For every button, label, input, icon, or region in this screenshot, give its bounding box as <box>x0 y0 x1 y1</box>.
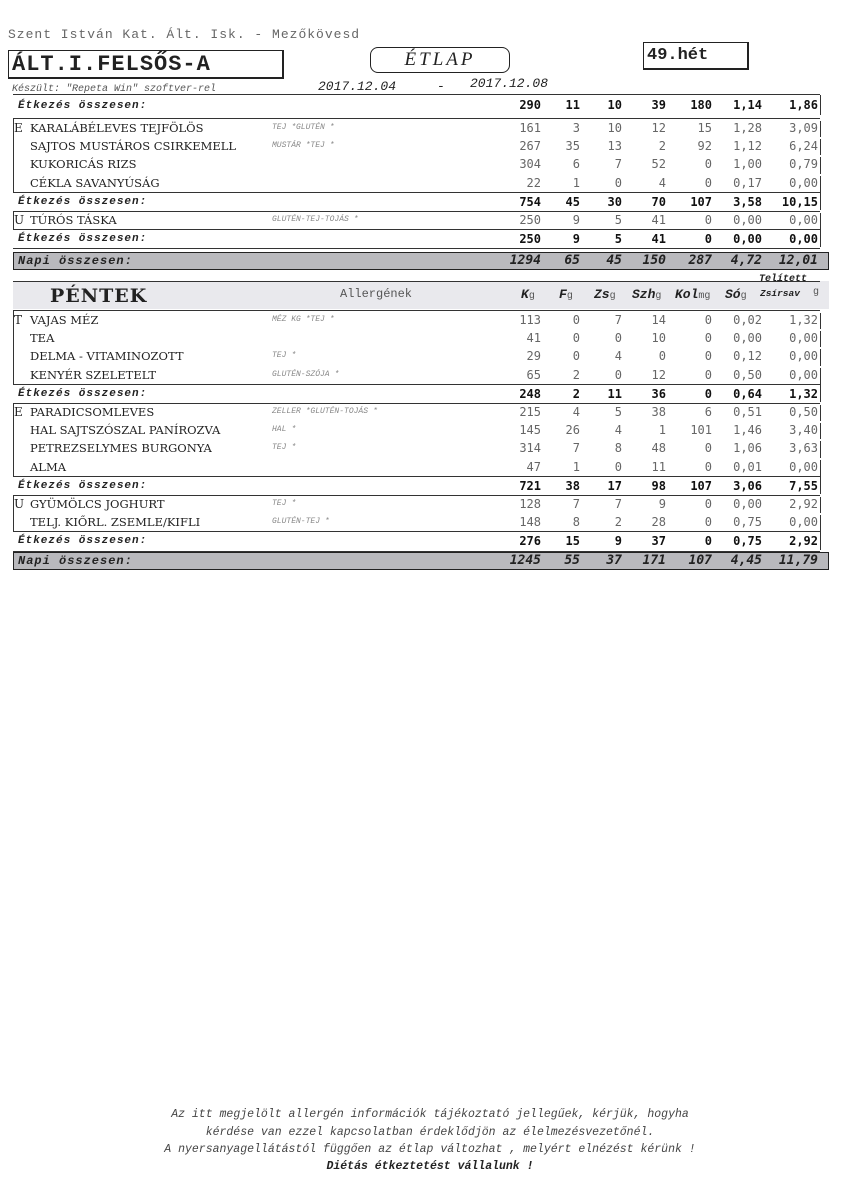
daily-total-value: 45 <box>606 253 622 269</box>
value-cell: 14 <box>651 313 666 327</box>
food-name: TEA <box>30 331 55 346</box>
daily-total-label: Napi összesen: <box>18 553 133 568</box>
value-cell: 7 <box>614 313 622 327</box>
daily-total-value: 4,45 <box>730 552 762 568</box>
footer-line-2: kérdése van ezzel kapcsolatban érdeklődjön az élelmezésvezetőnél. <box>205 1126 655 1139</box>
daily-total-value: 37 <box>606 552 622 568</box>
daily-total-value: 12,01 <box>778 253 818 269</box>
value-cell: 4 <box>614 423 622 438</box>
food-name: KUKORICÁS RIZS <box>30 157 137 172</box>
value-cell: 0,00 <box>789 349 818 364</box>
daily-total-value: 65 <box>564 253 580 269</box>
meal-total-label: Étkezés összesen: <box>18 535 148 548</box>
daily-total-label: Napi összesen: <box>18 254 133 269</box>
value-cell: 0,01 <box>733 459 762 474</box>
date-separator: - <box>437 79 445 94</box>
value-cell: 13 <box>607 139 622 154</box>
value-cell: 314 <box>519 441 541 456</box>
meal-code: U <box>14 213 25 227</box>
value-cell: 10 <box>607 98 622 112</box>
value-cell: 41 <box>651 213 666 227</box>
row-border <box>820 515 821 531</box>
value-cell: 0 <box>704 515 712 530</box>
value-cell: 38 <box>651 405 666 419</box>
value-cell: 7 <box>614 157 622 172</box>
column-name: Só <box>725 287 741 302</box>
value-cell: 3,40 <box>789 423 818 438</box>
value-cell: 0 <box>614 459 622 474</box>
meal-total-label: Étkezés összesen: <box>18 233 148 246</box>
column-header-line1: Telített <box>759 274 808 285</box>
value-cell: 8 <box>572 515 580 530</box>
row-border <box>820 95 821 115</box>
row-border <box>820 313 821 329</box>
value-cell: 3 <box>572 121 580 135</box>
footer-line-1: Az itt megjelölt allergén információk tájékoztató jellegűek, kérjük, hogyha <box>171 1108 689 1121</box>
column-header <box>594 287 616 302</box>
daily-total-value: 107 <box>688 552 712 568</box>
column-name: Szh <box>632 287 656 302</box>
value-cell: 1,46 <box>733 423 762 438</box>
daily-total-value: 1245 <box>509 552 541 568</box>
value-cell: 250 <box>519 213 541 227</box>
value-cell: 0 <box>704 175 712 190</box>
value-cell: 5 <box>614 213 622 227</box>
value-cell: 128 <box>519 497 541 511</box>
column-name: Kol <box>675 287 699 302</box>
column-name: F <box>559 287 567 302</box>
value-cell: 0 <box>704 459 712 474</box>
meal-total-label: Étkezés összesen: <box>18 479 148 492</box>
value-cell: 12 <box>651 367 666 382</box>
value-cell: 4 <box>572 405 580 419</box>
value-cell: 0 <box>572 349 580 364</box>
value-cell: 35 <box>565 139 580 154</box>
value-cell: 17 <box>607 478 622 493</box>
allergens-header: Allergének <box>340 287 413 301</box>
food-name: DELMA - VITAMINOZOTT <box>30 349 184 364</box>
value-cell: 0 <box>704 441 712 456</box>
day-name: PÉNTEK <box>50 285 148 307</box>
value-cell: 1 <box>572 175 580 190</box>
value-cell: 0 <box>704 367 712 382</box>
row-border <box>820 229 821 247</box>
value-cell: 1,86 <box>789 98 818 112</box>
value-cell: 41 <box>651 232 666 247</box>
value-cell: 9 <box>614 534 622 549</box>
value-cell: 0,50 <box>733 367 762 382</box>
value-cell: 267 <box>519 139 541 154</box>
value-cell: 0 <box>614 175 622 190</box>
column-unit: mg <box>698 291 711 302</box>
value-cell: 2,92 <box>789 534 818 549</box>
allergen-info: MUSTÁR *TEJ * <box>272 141 335 151</box>
value-cell: 0,00 <box>789 232 818 247</box>
value-cell: 29 <box>526 349 541 364</box>
value-cell: 9 <box>572 232 580 247</box>
value-cell: 11 <box>607 386 622 401</box>
value-cell: 22 <box>526 175 541 190</box>
value-cell: 4 <box>614 349 622 364</box>
value-cell: 1,32 <box>789 386 818 401</box>
value-cell: 161 <box>519 121 541 135</box>
allergen-info: MÉZ KG *TEJ * <box>272 315 335 324</box>
food-name: TELJ. KIŐRL. ZSEMLE/KIFLI <box>30 515 201 530</box>
row-border <box>820 368 821 384</box>
value-cell: 4 <box>658 175 666 190</box>
value-cell: 0,75 <box>733 534 762 549</box>
value-cell: 0,17 <box>733 175 762 190</box>
daily-total-value: 287 <box>688 253 712 269</box>
value-cell: 52 <box>651 157 666 172</box>
value-cell: 0 <box>614 331 622 346</box>
value-cell: 3,06 <box>733 478 762 493</box>
value-cell: 2 <box>572 386 580 401</box>
value-cell: 0,51 <box>733 405 762 419</box>
daily-total-value: 171 <box>642 552 666 568</box>
value-cell: 0,12 <box>733 349 762 364</box>
value-cell: 0,00 <box>733 232 762 247</box>
value-cell: 1 <box>572 459 580 474</box>
footer-line-3: A nyersanyagellátástól függően az étlap változhat , melyért elnézést kérünk ! <box>164 1143 696 1156</box>
value-cell: 37 <box>651 534 666 549</box>
allergen-info: TEJ * <box>272 499 297 508</box>
meal-code: T <box>14 313 23 327</box>
meal-total-label: Étkezés összesen: <box>18 195 148 208</box>
value-cell: 276 <box>519 534 541 549</box>
food-name: TÚRÓS TÁSKA <box>30 213 117 227</box>
food-name: HAL SAJTSZÓSZAL PANÍROZVA <box>30 423 221 438</box>
value-cell: 11 <box>651 459 666 474</box>
value-cell: 754 <box>519 194 541 209</box>
allergen-info: TEJ *GLUTÉN * <box>272 123 335 132</box>
daily-total-value: 4,72 <box>730 253 762 269</box>
value-cell: 12 <box>651 121 666 135</box>
row-border <box>820 213 821 229</box>
value-cell: 113 <box>519 313 541 327</box>
value-cell: 0 <box>614 367 622 382</box>
row-border <box>820 531 821 549</box>
week-number: 49.hét <box>643 42 749 70</box>
value-cell: 7 <box>572 497 580 511</box>
meal-code: E <box>14 121 23 135</box>
column-header <box>632 287 661 302</box>
daily-total-value: 1294 <box>509 253 541 269</box>
value-cell: 0 <box>704 386 712 401</box>
value-cell: 6,24 <box>789 139 818 154</box>
value-cell: 107 <box>690 194 712 209</box>
value-cell: 3,58 <box>733 194 762 209</box>
daily-total-value: 55 <box>564 552 580 568</box>
value-cell: 2 <box>614 515 622 530</box>
value-cell: 2,92 <box>789 497 818 511</box>
value-cell: 0 <box>704 349 712 364</box>
value-cell: 38 <box>565 478 580 493</box>
value-cell: 1,14 <box>733 98 762 112</box>
column-name: K <box>521 287 529 302</box>
top-rule <box>13 94 820 95</box>
value-cell: 0,02 <box>733 313 762 327</box>
value-cell: 248 <box>519 386 541 401</box>
value-cell: 0 <box>704 313 712 327</box>
row-border <box>820 441 821 457</box>
daily-total-value: 150 <box>642 253 666 269</box>
column-header <box>675 287 710 302</box>
software-note: Készült: "Repeta Win" szoftver-rel <box>12 84 217 95</box>
food-name: PARADICSOMLEVES <box>30 405 155 419</box>
value-cell: 0,64 <box>733 386 762 401</box>
allergen-info: GLUTÉN-TEJ-TOJÁS * <box>272 215 359 224</box>
food-name: CÉKLA SAVANYÚSÁG <box>30 175 160 190</box>
column-name: Zs <box>594 287 610 302</box>
food-name: KARALÁBÉLEVES TEJFÖLÖS <box>30 121 204 135</box>
class-name: ÁLT.I.FELSŐS-A <box>8 50 284 79</box>
value-cell: 145 <box>519 423 541 438</box>
value-cell: 5 <box>614 405 622 419</box>
meal-code: U <box>14 497 25 511</box>
meal-total-label: Étkezés összesen: <box>18 100 148 112</box>
value-cell: 0,00 <box>789 331 818 346</box>
value-cell: 0,00 <box>789 459 818 474</box>
food-name: GYÜMÖLCS JOGHURT <box>30 497 165 511</box>
value-cell: 148 <box>519 515 541 530</box>
column-unit: g <box>740 291 747 302</box>
column-unit: g <box>655 291 662 302</box>
value-cell: 70 <box>651 194 666 209</box>
value-cell: 1,00 <box>733 157 762 172</box>
row-border <box>820 349 821 365</box>
value-cell: 36 <box>651 386 666 401</box>
food-name: SAJTOS MUSTÁROS CSIRKEMELL <box>30 139 237 154</box>
allergen-info: GLUTÉN-TEJ * <box>272 517 330 527</box>
value-cell: 30 <box>607 194 622 209</box>
value-cell: 98 <box>651 478 666 493</box>
row-border <box>820 139 821 155</box>
value-cell: 8 <box>614 441 622 456</box>
value-cell: 0 <box>704 331 712 346</box>
value-cell: 0 <box>704 534 712 549</box>
allergen-info: GLUTÉN-SZÓJA * <box>272 369 340 379</box>
value-cell: 0,00 <box>733 497 762 511</box>
row-border <box>820 460 821 476</box>
value-cell: 215 <box>519 405 541 419</box>
value-cell: 180 <box>690 98 712 112</box>
row-border <box>820 497 821 513</box>
row-border <box>820 331 821 347</box>
row-border <box>820 405 821 421</box>
value-cell: 15 <box>565 534 580 549</box>
school-name: Szent István Kat. Ált. Isk. - Mezőkövesd <box>8 27 361 42</box>
value-cell: 0 <box>704 157 712 172</box>
value-cell: 1,12 <box>733 139 762 154</box>
row-border <box>820 176 821 192</box>
value-cell: 0 <box>572 313 580 327</box>
value-cell: 15 <box>697 121 712 135</box>
value-cell: 0 <box>658 349 666 364</box>
value-cell: 5 <box>614 232 622 247</box>
value-cell: 0,50 <box>789 405 818 419</box>
value-cell: 721 <box>519 478 541 493</box>
value-cell: 3,63 <box>789 441 818 456</box>
value-cell: 9 <box>572 213 580 227</box>
allergen-info: HAL * <box>272 425 297 435</box>
row-border <box>820 384 821 402</box>
value-cell: 47 <box>526 459 541 474</box>
value-cell: 6 <box>572 157 580 172</box>
value-cell: 1,28 <box>733 121 762 135</box>
column-header-line2: Zsírsav <box>760 288 800 299</box>
column-header <box>521 287 535 302</box>
value-cell: 0,00 <box>789 213 818 227</box>
daily-total-value: 11,79 <box>778 552 818 568</box>
value-cell: 7,55 <box>789 478 818 493</box>
value-cell: 1,06 <box>733 441 762 456</box>
value-cell: 304 <box>519 157 541 172</box>
column-header <box>725 287 747 302</box>
value-cell: 6 <box>704 405 712 419</box>
value-cell: 101 <box>690 423 712 438</box>
value-cell: 1,32 <box>789 313 818 327</box>
value-cell: 0,00 <box>733 213 762 227</box>
value-cell: 92 <box>697 139 712 154</box>
column-header-unit: g <box>813 287 820 298</box>
value-cell: 39 <box>651 98 666 112</box>
row-border <box>820 192 821 210</box>
row-border <box>820 476 821 494</box>
menu-title: ÉTLAP <box>370 47 510 73</box>
value-cell: 9 <box>658 497 666 511</box>
value-cell: 107 <box>690 478 712 493</box>
value-cell: 250 <box>519 232 541 247</box>
value-cell: 10 <box>607 121 622 135</box>
value-cell: 3,09 <box>789 121 818 135</box>
allergen-info: TEJ * <box>272 443 297 453</box>
value-cell: 2 <box>658 139 666 154</box>
value-cell: 48 <box>651 441 666 456</box>
value-cell: 1 <box>658 423 666 438</box>
food-name: KENYÉR SZELETELT <box>30 367 157 382</box>
food-name: PETREZSELYMES BURGONYA <box>30 441 212 456</box>
meal-code: E <box>14 405 23 419</box>
value-cell: 7 <box>572 441 580 456</box>
date-from: 2017.12.04 <box>318 79 397 94</box>
value-cell: 26 <box>565 423 580 438</box>
row-border <box>820 121 821 137</box>
row-border <box>820 157 821 173</box>
allergen-info: TEJ * <box>272 351 297 361</box>
value-cell: 65 <box>526 367 541 382</box>
date-to: 2017.12.08 <box>470 76 549 91</box>
value-cell: 0,00 <box>789 175 818 190</box>
column-unit: g <box>566 291 573 302</box>
value-cell: 0,00 <box>789 367 818 382</box>
rule <box>13 281 820 282</box>
value-cell: 0 <box>704 497 712 511</box>
food-name: ALMA <box>30 459 67 474</box>
footer-line-4: Diétás étkeztetést vállalunk ! <box>326 1160 534 1173</box>
value-cell: 10 <box>651 331 666 346</box>
meal-total-label: Étkezés összesen: <box>18 387 148 400</box>
value-cell: 45 <box>565 194 580 209</box>
column-unit: g <box>609 291 616 302</box>
value-cell: 2 <box>572 367 580 382</box>
value-cell: 290 <box>519 98 541 112</box>
value-cell: 7 <box>614 497 622 511</box>
value-cell: 0,79 <box>789 157 818 172</box>
column-unit: g <box>528 291 535 302</box>
value-cell: 10,15 <box>781 194 818 209</box>
value-cell: 0 <box>704 213 712 227</box>
value-cell: 41 <box>526 331 541 346</box>
allergen-info: ZELLER *GLUTÉN-TOJÁS * <box>272 407 378 416</box>
value-cell: 0,75 <box>733 515 762 530</box>
value-cell: 0,00 <box>733 331 762 346</box>
food-name: VAJAS MÉZ <box>30 313 99 327</box>
value-cell: 28 <box>651 515 666 530</box>
row-border <box>820 423 821 439</box>
column-header <box>559 287 573 302</box>
value-cell: 0 <box>572 331 580 346</box>
value-cell: 0,00 <box>789 515 818 530</box>
value-cell: 0 <box>704 232 712 247</box>
rule <box>13 248 820 249</box>
value-cell: 11 <box>565 98 580 112</box>
